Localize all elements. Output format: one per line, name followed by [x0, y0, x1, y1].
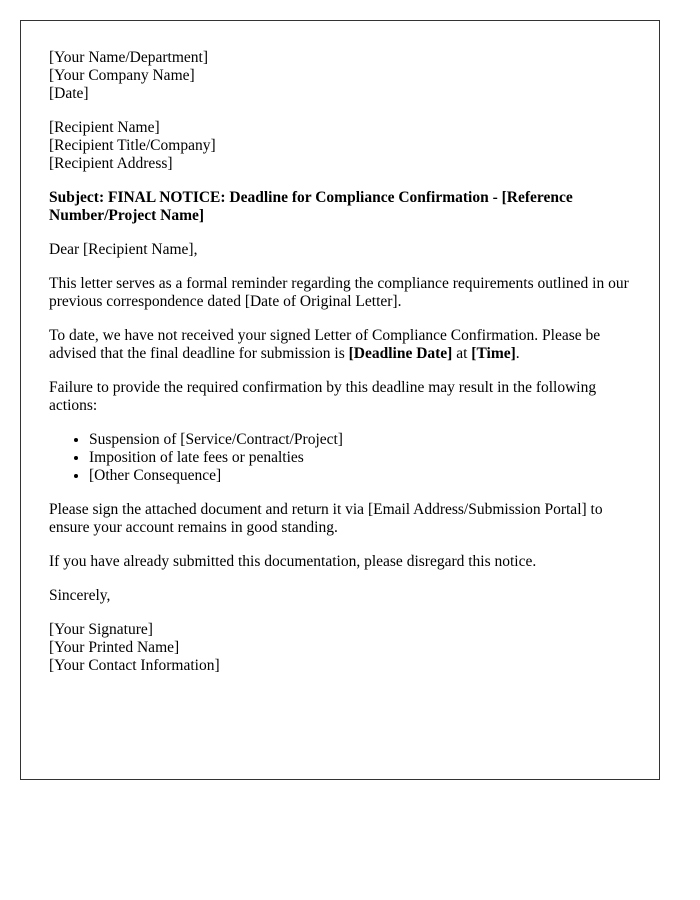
contact-info: [Your Contact Information]: [49, 657, 220, 674]
printed-name: [Your Printed Name]: [49, 639, 180, 656]
consequences-list: [49, 431, 639, 485]
sender-block: [49, 49, 639, 103]
recipient-title: [Recipient Title/Company]: [49, 137, 216, 154]
signature: [Your Signature]: [49, 621, 153, 638]
paragraph-reminder: This letter serves as a formal reminder regarding the compliance requirements outlined in our previous correspondence dated [Date of Original Letter].: [49, 275, 629, 310]
subject-line: Subject: FINAL NOTICE: Deadline for Compliance Confirmation - [Reference Number/Project Name]: [49, 189, 573, 224]
salutation: Dear [Recipient Name],: [49, 241, 198, 258]
closing: Sincerely,: [49, 587, 111, 604]
deadline-date: [Deadline Date]: [348, 345, 453, 362]
paragraph-deadline: To date, we have not received your signed Letter of Compliance Confirmation. Please be advised that the final deadline for submission is [Deadline Date] at [Time].: [49, 327, 601, 362]
sender-company: [Your Company Name]: [49, 67, 195, 84]
list-item: • Imposition of late fees or penalties: [89, 449, 639, 467]
deadline-time: [Time]: [471, 345, 516, 362]
list-item: • [Other Consequence]: [89, 467, 639, 485]
recipient-block: [49, 119, 639, 173]
signature-block: [49, 621, 639, 675]
recipient-address: [Recipient Address]: [49, 155, 173, 172]
recipient-name: [Recipient Name]: [49, 119, 160, 136]
letter-content: [49, 49, 639, 691]
paragraph-instructions: Please sign the attached document and return it via [Email Address/Submission Portal] to ensure your account remains in good standing.: [49, 501, 603, 536]
paragraph-disregard: If you have already submitted this documentation, please disregard this notice.: [49, 553, 537, 570]
letter-page: [20, 20, 660, 780]
list-item: • Suspension of [Service/Contract/Project]: [89, 431, 639, 449]
sender-name: [Your Name/Department]: [49, 49, 208, 66]
sender-date: [Date]: [49, 85, 89, 102]
paragraph-failure: Failure to provide the required confirmation by this deadline may result in the following actions:: [49, 379, 597, 414]
